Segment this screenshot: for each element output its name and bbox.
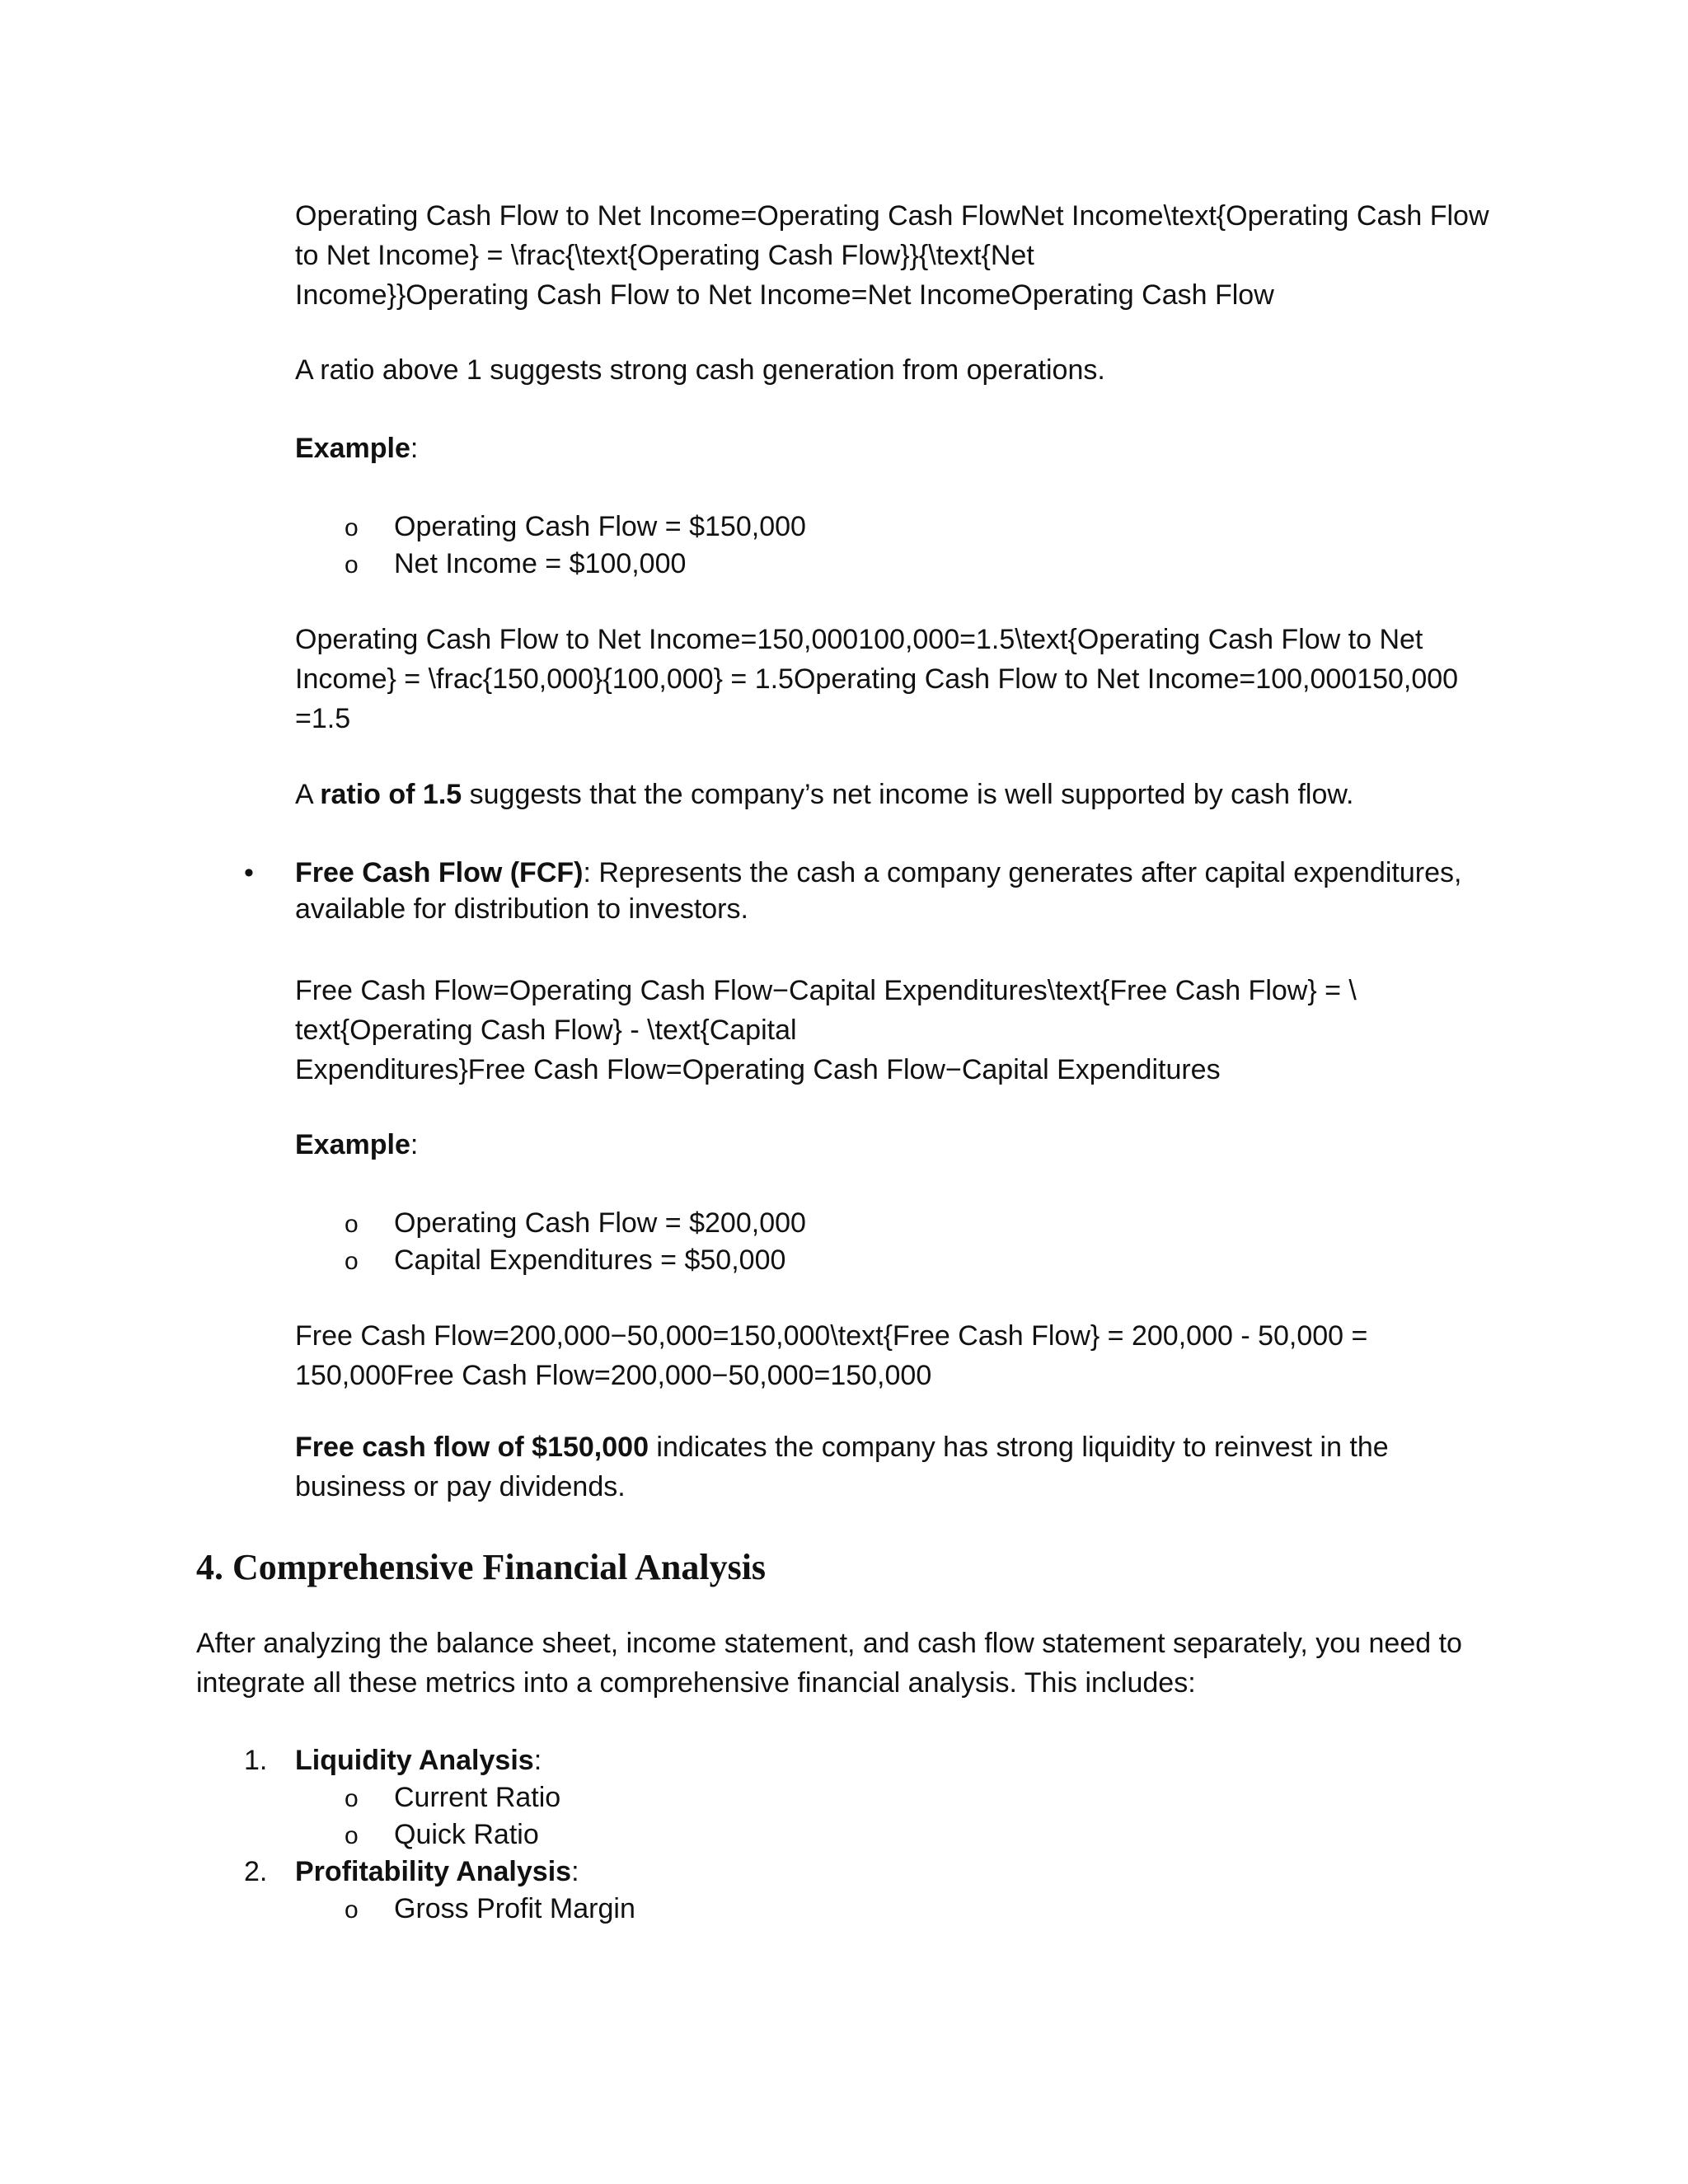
conclusion-bold: ratio of 1.5 bbox=[320, 779, 462, 810]
fcf-definition bbox=[295, 853, 1482, 929]
formula-line: Expenditures}Free Cash Flow=Operating Cash Flow−Capital Expenditures bbox=[295, 1054, 1221, 1085]
intro-text: integrate all these metrics into a comprehensive financial analysis. This includes: bbox=[196, 1667, 1196, 1699]
ocf-ratio-formula bbox=[295, 196, 1489, 315]
example-heading bbox=[295, 1125, 1482, 1165]
list-item-text: Capital Expenditures = $50,000 bbox=[394, 1244, 786, 1276]
fcf-conclusion bbox=[295, 1427, 1482, 1507]
ocf-ratio-note bbox=[295, 350, 1482, 390]
formula-line: to Net Income} = \frac{\text{Operating Cash Flow}}{\text{Net bbox=[295, 240, 1034, 271]
fcf-definition-text: : Represents the cash a company generates after capital expenditures, bbox=[583, 857, 1462, 888]
note-text: A ratio above 1 suggests strong cash generation from operations. bbox=[295, 354, 1105, 386]
fcf-formula bbox=[295, 971, 1482, 1090]
analysis-colon: : bbox=[571, 1856, 579, 1887]
formula-line: Income} = \frac{150,000}{100,000} = 1.5Operating Cash Flow to Net Income=100,000150,000 bbox=[295, 663, 1459, 695]
list-number: 2. bbox=[244, 1856, 268, 1887]
analysis-colon: : bbox=[533, 1745, 542, 1776]
formula-line: Free Cash Flow=Operating Cash Flow−Capital Expenditures\text{Free Cash Flow} = \ bbox=[295, 975, 1357, 1006]
conclusion-text: suggests that the company’s net income is well supported by cash flow. bbox=[462, 779, 1354, 810]
analysis-title: Liquidity Analysis bbox=[295, 1745, 534, 1776]
intro-text: After analyzing the balance sheet, income statement, and cash flow statement separately, you need to bbox=[196, 1628, 1462, 1659]
list-item-text: Operating Cash Flow = $200,000 bbox=[394, 1207, 806, 1239]
circle-bullet-icon: o bbox=[345, 551, 359, 579]
example-label: Example bbox=[295, 433, 410, 464]
ocf-ratio-calculation bbox=[295, 620, 1482, 738]
circle-bullet-icon: o bbox=[345, 1785, 359, 1812]
list-item-text: Operating Cash Flow = $150,000 bbox=[394, 511, 806, 542]
fcf-calculation bbox=[295, 1316, 1482, 1395]
fcf-definition-text: available for distribution to investors. bbox=[295, 893, 748, 925]
formula-line: Free Cash Flow=200,000−50,000=150,000\text{Free Cash Flow} = 200,000 - 50,000 = bbox=[295, 1320, 1368, 1352]
list-item-text: Current Ratio bbox=[394, 1782, 561, 1813]
example-heading bbox=[295, 429, 1482, 468]
example-colon: : bbox=[410, 1129, 419, 1160]
example-colon: : bbox=[410, 433, 419, 464]
list-item-text: Gross Profit Margin bbox=[394, 1893, 635, 1924]
formula-line: Income}}Operating Cash Flow to Net Income=Net IncomeOperating Cash Flow bbox=[295, 279, 1274, 311]
list-item-title bbox=[295, 1741, 1482, 1780]
circle-bullet-icon: o bbox=[345, 1248, 359, 1275]
section-intro bbox=[196, 1624, 1498, 1703]
circle-bullet-icon: o bbox=[345, 1822, 359, 1849]
formula-line: =1.5 bbox=[295, 703, 351, 734]
list-number: 1. bbox=[244, 1745, 268, 1776]
circle-bullet-icon: o bbox=[345, 514, 359, 541]
ocf-ratio-conclusion bbox=[295, 775, 1482, 814]
circle-bullet-icon: o bbox=[345, 1896, 359, 1924]
bullet-icon: • bbox=[244, 857, 254, 888]
list-item-title bbox=[295, 1852, 1482, 1891]
section-heading: 4. Comprehensive Financial Analysis bbox=[196, 1547, 767, 1587]
list-item-text: Quick Ratio bbox=[394, 1819, 539, 1850]
formula-line: Operating Cash Flow to Net Income=150,000100,000=1.5\text{Operating Cash Flow to Net bbox=[295, 624, 1423, 655]
conclusion-text: business or pay dividends. bbox=[295, 1471, 626, 1502]
analysis-title: Profitability Analysis bbox=[295, 1856, 572, 1887]
conclusion-text: indicates the company has strong liquidity to reinvest in the bbox=[648, 1432, 1389, 1463]
list-item-text: Net Income = $100,000 bbox=[394, 548, 687, 579]
formula-line: 150,000Free Cash Flow=200,000−50,000=150,000 bbox=[295, 1360, 932, 1391]
formula-line: Operating Cash Flow to Net Income=Operating Cash FlowNet Income\text{Operating Cash Flow bbox=[295, 200, 1489, 232]
formula-line: text{Operating Cash Flow} - \text{Capital bbox=[295, 1015, 797, 1046]
example-label: Example bbox=[295, 1129, 410, 1160]
conclusion-bold: Free cash flow of $150,000 bbox=[295, 1432, 649, 1463]
conclusion-text: A bbox=[295, 779, 321, 810]
circle-bullet-icon: o bbox=[345, 1211, 359, 1238]
fcf-term: Free Cash Flow (FCF) bbox=[295, 857, 584, 888]
